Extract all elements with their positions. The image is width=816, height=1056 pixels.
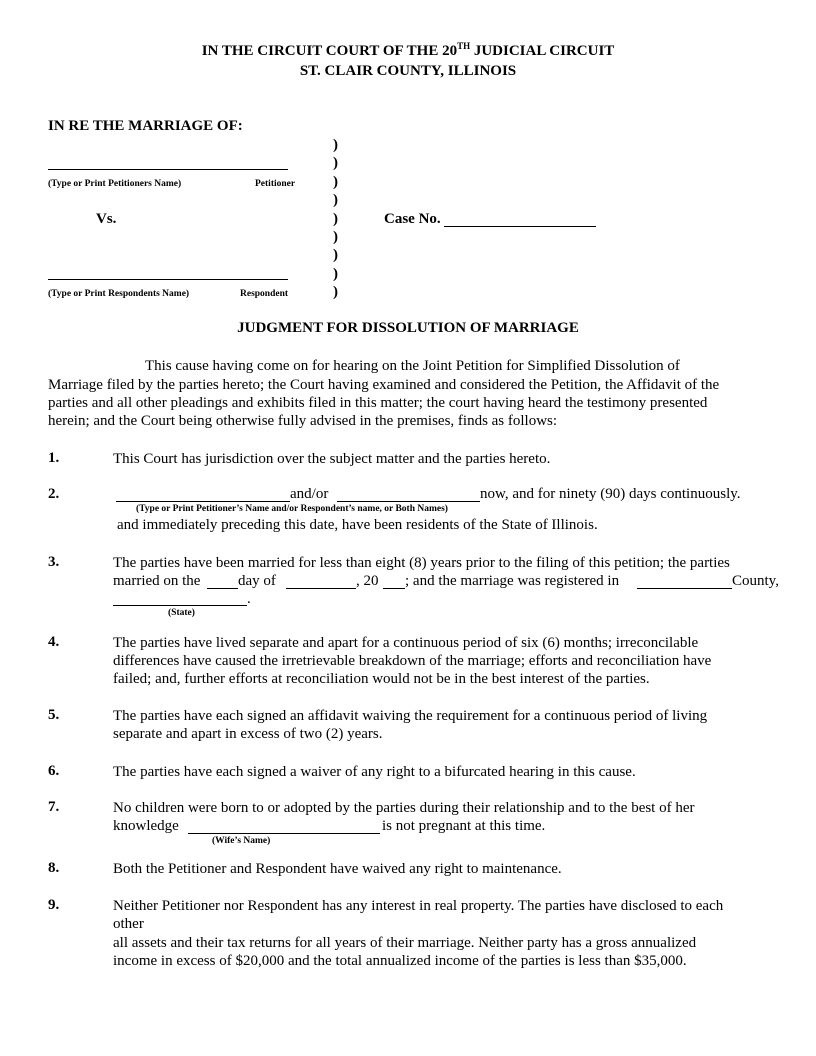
- court-line-text: IN THE CIRCUIT COURT OF THE 20: [201, 43, 458, 59]
- petitioner-name-line[interactable]: [48, 169, 288, 170]
- caption-paren: ): [333, 284, 338, 300]
- item-number: 4.: [48, 634, 60, 650]
- registered-text: ; and the marriage was registered in: [405, 573, 620, 589]
- case-no-line[interactable]: [444, 226, 596, 227]
- state-hint: (State): [168, 608, 195, 618]
- respondent-residency-line[interactable]: [337, 501, 480, 502]
- item-number: 8.: [48, 860, 60, 876]
- wife-name-line[interactable]: [188, 833, 380, 834]
- intro-line: Marriage filed by the parties hereto; the Court having examined and considered the Petition, the Affidavit of the: [48, 377, 720, 393]
- item-text: other: [113, 916, 144, 932]
- residency-duration-text: now, and for ninety (90) days continuously.: [480, 486, 741, 502]
- item-number: 7.: [48, 799, 60, 815]
- item-text: The parties have each signed an affidavit waiving the requirement for a continuous period of living: [113, 708, 708, 724]
- item-number: 2.: [48, 486, 60, 502]
- state-period: .: [247, 591, 251, 607]
- item-number: 3.: [48, 554, 60, 570]
- item-text: all assets and their tax returns for all years of their marriage. Neither party has a gross annualized: [113, 935, 697, 951]
- vs-label: Vs.: [96, 211, 117, 227]
- item-text: The parties have lived separate and apart for a continuous period of six (6) months; irreconcilable: [113, 635, 699, 651]
- caption-paren: ): [333, 174, 338, 190]
- county-text: County,: [732, 573, 779, 589]
- item-text: Both the Petitioner and Respondent have waived any right to maintenance.: [113, 861, 562, 877]
- caption-paren: ): [333, 229, 338, 245]
- caption-paren: ): [333, 247, 338, 263]
- petitioner-hint: (Type or Print Petitioners Name): [48, 179, 182, 189]
- marriage-month-line[interactable]: [286, 588, 356, 589]
- day-of-text: day of: [238, 573, 276, 589]
- item-number: 5.: [48, 707, 60, 723]
- item-text: failed; and, further efforts at reconciliation would not be in the best interest of the parties.: [113, 671, 650, 687]
- item-text: separate and apart in excess of two (2) years.: [113, 726, 383, 742]
- respondent-name-line[interactable]: [48, 279, 288, 280]
- county-line[interactable]: [637, 588, 732, 589]
- intro-line: herein; and the Court being otherwise fully advised in the premises, finds as follows:: [48, 413, 558, 429]
- intro-line: parties and all other pleadings and exhibits filed in this matter; the court having heard the testimony presented: [48, 395, 708, 411]
- item-text: The parties have been married for less than eight (8) years prior to the filing of this petition; the parties: [113, 555, 730, 571]
- respondent-hint: (Type or Print Respondents Name): [48, 289, 190, 299]
- court-heading: [0, 43, 816, 60]
- and-or-text: and/or: [290, 486, 329, 502]
- married-on-text: married on the: [113, 573, 201, 589]
- in-re-label: IN RE THE MARRIAGE OF:: [48, 118, 243, 134]
- caption-paren: ): [333, 137, 338, 153]
- item-text: No children were born to or adopted by the parties during their relationship and to the best of her: [113, 800, 695, 816]
- petitioner-label: Petitioner: [255, 179, 296, 189]
- petitioner-residency-line[interactable]: [116, 501, 290, 502]
- respondent-label: Respondent: [240, 289, 289, 299]
- intro-line: This cause having come on for hearing on the Joint Petition for Simplified Dissolution of: [145, 358, 680, 374]
- item-text: and immediately preceding this date, have been residents of the State of Illinois.: [117, 517, 598, 533]
- state-line[interactable]: [113, 605, 247, 606]
- item-text: Neither Petitioner nor Respondent has any interest in real property. The parties have disclosed to each: [113, 898, 724, 914]
- county-heading: ST. CLAIR COUNTY, ILLINOIS: [299, 63, 517, 79]
- caption-paren: ): [333, 155, 338, 171]
- case-no-label: Case No.: [384, 211, 441, 227]
- marriage-year-line[interactable]: [383, 588, 405, 589]
- caption-paren: ): [333, 266, 338, 282]
- knowledge-text: knowledge: [113, 818, 179, 834]
- item-text: differences have caused the irretrievable breakdown of the marriage; efforts and reconciliation have: [113, 653, 712, 669]
- document-title: JUDGMENT FOR DISSOLUTION OF MARRIAGE: [237, 320, 579, 336]
- court-line-superscript: TH: [457, 41, 471, 51]
- court-line-suffix: JUDICIAL CIRCUIT: [470, 43, 615, 59]
- caption-paren: ): [333, 192, 338, 208]
- item-text: This Court has jurisdiction over the subject matter and the parties hereto.: [113, 451, 551, 467]
- item-text: income in excess of $20,000 and the total annualized income of the parties is less than $35,000.: [113, 953, 687, 969]
- wife-name-hint: (Wife’s Name): [212, 836, 271, 846]
- marriage-day-line[interactable]: [207, 588, 238, 589]
- caption-paren: ): [333, 211, 338, 227]
- not-pregnant-text: is not pregnant at this time.: [382, 818, 546, 834]
- item-number: 1.: [48, 450, 60, 466]
- item-text: The parties have each signed a waiver of any right to a bifurcated hearing in this cause.: [113, 764, 636, 780]
- item-number: 6.: [48, 763, 60, 779]
- year-prefix-text: , 20: [356, 573, 379, 589]
- item-number: 9.: [48, 897, 60, 913]
- names-hint: (Type or Print Petitioner’s Name and/or Respondent’s name, or Both Names): [136, 504, 448, 514]
